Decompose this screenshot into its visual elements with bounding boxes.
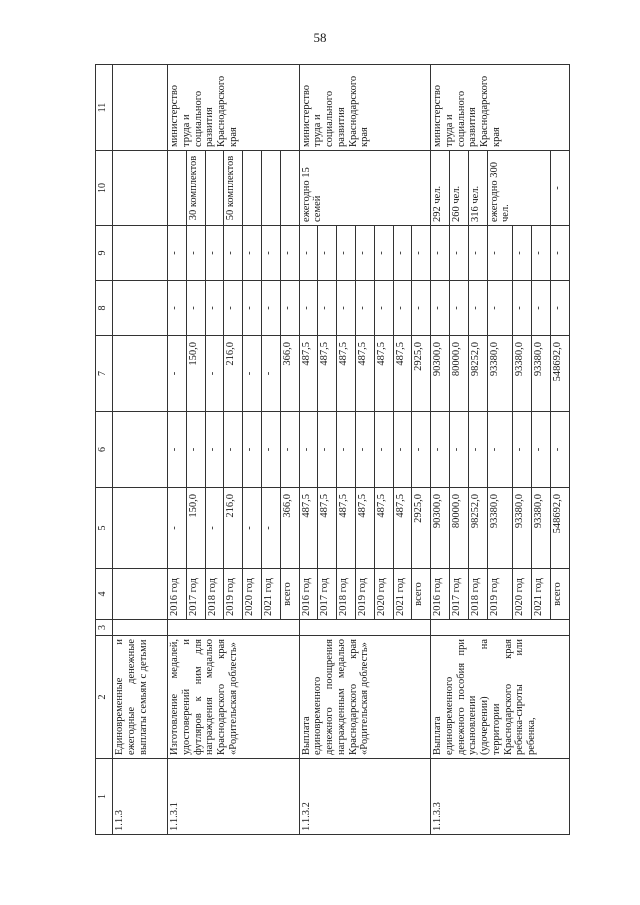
- amount-local: -: [412, 281, 431, 336]
- col-number-7: 7: [96, 336, 113, 412]
- amount-regional: 216,0: [224, 336, 243, 412]
- amount-local: -: [168, 281, 187, 336]
- result-cell: 316 чел.: [468, 151, 487, 226]
- amount-local: -: [532, 281, 551, 336]
- amount-total: 548692,0: [550, 488, 569, 569]
- amount-local: -: [468, 281, 487, 336]
- amount-federal: -: [337, 412, 356, 488]
- amount-federal: -: [205, 412, 224, 488]
- amount-other: -: [224, 226, 243, 281]
- amount-local: -: [355, 281, 374, 336]
- amount-federal: -: [261, 412, 280, 488]
- year-cell: 2016 год: [168, 569, 187, 620]
- executor-cell: министерство труда и социального развития Краснодарского края: [299, 65, 431, 151]
- year-cell: всего: [412, 569, 431, 620]
- amount-regional: 366,0: [280, 336, 299, 412]
- year-cell: 2020 год: [374, 569, 393, 620]
- year-cell: 2021 год: [261, 569, 280, 620]
- amount-regional: 93380,0: [487, 336, 513, 412]
- result-cell: 260 чел.: [449, 151, 468, 226]
- row-code: 1.1.3.1: [168, 759, 300, 835]
- section-code: 1.1.3: [113, 759, 168, 835]
- program-table: [95, 64, 570, 835]
- result-cell: 292 чел.: [431, 151, 450, 226]
- amount-regional: 487,5: [374, 336, 393, 412]
- amount-regional: 487,5: [393, 336, 412, 412]
- col-number-2: 2: [96, 636, 113, 759]
- amount-regional: 2925,0: [412, 336, 431, 412]
- amount-federal: -: [550, 412, 569, 488]
- result-cell: ежегодно 15 семей: [299, 151, 431, 226]
- amount-other: -: [393, 226, 412, 281]
- amount-total: 2925,0: [412, 488, 431, 569]
- amount-regional: -: [205, 336, 224, 412]
- amount-total: 487,5: [374, 488, 393, 569]
- amount-regional: 98252,0: [468, 336, 487, 412]
- amount-other: -: [550, 226, 569, 281]
- result-cell: [168, 151, 187, 226]
- col-number-4: 4: [96, 569, 113, 620]
- section-row-1-1-3: [113, 65, 168, 835]
- year-cell: 2021 год: [393, 569, 412, 620]
- rotated-table-wrapper: [95, 65, 570, 835]
- amount-federal: -: [168, 412, 187, 488]
- amount-local: -: [299, 281, 318, 336]
- amount-regional: 150,0: [186, 336, 205, 412]
- amount-other: -: [431, 226, 450, 281]
- col-number-8: 8: [96, 281, 113, 336]
- amount-regional: 487,5: [318, 336, 337, 412]
- year-cell: 2018 год: [337, 569, 356, 620]
- amount-federal: -: [532, 412, 551, 488]
- year-cell: всего: [280, 569, 299, 620]
- amount-regional: -: [243, 336, 262, 412]
- executor-cell: министерство труда и социального развития Краснодарского края: [431, 65, 570, 151]
- amount-total: 487,5: [355, 488, 374, 569]
- year-cell: 2019 год: [355, 569, 374, 620]
- year-cell: 2020 год: [243, 569, 262, 620]
- amount-total: 487,5: [299, 488, 318, 569]
- amount-other: -: [280, 226, 299, 281]
- amount-federal: -: [431, 412, 450, 488]
- col-number-5: 5: [96, 488, 113, 569]
- amount-federal: -: [412, 412, 431, 488]
- year-cell: 2017 год: [449, 569, 468, 620]
- amount-local: -: [243, 281, 262, 336]
- amount-federal: -: [186, 412, 205, 488]
- year-cell: 2018 год: [205, 569, 224, 620]
- amount-local: -: [261, 281, 280, 336]
- result-cell: [243, 151, 262, 226]
- amount-other: -: [355, 226, 374, 281]
- year-cell: 2016 год: [299, 569, 318, 620]
- result-cell: ежегодно 300 чел.: [487, 151, 550, 226]
- amount-federal: -: [299, 412, 318, 488]
- amount-federal: -: [374, 412, 393, 488]
- year-cell: 2019 год: [487, 569, 513, 620]
- amount-other: -: [532, 226, 551, 281]
- amount-regional: 487,5: [337, 336, 356, 412]
- amount-federal: -: [355, 412, 374, 488]
- amount-other: -: [261, 226, 280, 281]
- amount-other: -: [243, 226, 262, 281]
- year-cell: всего: [550, 569, 569, 620]
- amount-other: -: [412, 226, 431, 281]
- row-name: Выплата единовременного денежного пособия при усыновлении (удочерении) на территории Краснодарского края ребенка-сироты или ребенка,: [431, 636, 570, 759]
- amount-federal: -: [280, 412, 299, 488]
- amount-other: -: [487, 226, 513, 281]
- amount-federal: -: [393, 412, 412, 488]
- col-number-3: 3: [96, 620, 113, 636]
- amount-total: 90300,0: [431, 488, 450, 569]
- col-number-6: 6: [96, 412, 113, 488]
- year-cell: 2017 год: [186, 569, 205, 620]
- amount-federal: -: [468, 412, 487, 488]
- amount-local: -: [186, 281, 205, 336]
- year-cell: 2019 год: [224, 569, 243, 620]
- row-code: 1.1.3.3: [431, 759, 570, 835]
- row-name: Изготовление медалей, удостоверений и футляров к ним для награждения медалью Краснодарского края «Родительская доблесть»: [168, 636, 300, 759]
- amount-federal: -: [487, 412, 513, 488]
- year-cell: 2017 год: [318, 569, 337, 620]
- amount-local: -: [337, 281, 356, 336]
- amount-other: -: [186, 226, 205, 281]
- amount-regional: 548692,0: [550, 336, 569, 412]
- year-cell: 2020 год: [513, 569, 532, 620]
- amount-other: -: [513, 226, 532, 281]
- result-cell: [205, 151, 224, 226]
- amount-local: -: [449, 281, 468, 336]
- amount-regional: 487,5: [355, 336, 374, 412]
- column-number-row: [96, 65, 113, 835]
- col-number-10: 10: [96, 151, 113, 226]
- amount-local: -: [224, 281, 243, 336]
- table-row: [431, 65, 450, 835]
- col-number-11: 11: [96, 65, 113, 151]
- amount-total: 487,5: [337, 488, 356, 569]
- amount-local: -: [280, 281, 299, 336]
- amount-other: -: [337, 226, 356, 281]
- section-title: Единовременные и ежегодные денежные выплаты семьям с детьми: [113, 636, 168, 759]
- table-row: [168, 65, 187, 835]
- amount-regional: 80000,0: [449, 336, 468, 412]
- amount-federal: -: [513, 412, 532, 488]
- amount-regional: -: [261, 336, 280, 412]
- amount-total: 93380,0: [513, 488, 532, 569]
- amount-other: -: [205, 226, 224, 281]
- amount-local: -: [205, 281, 224, 336]
- amount-local: -: [318, 281, 337, 336]
- result-cell: -: [550, 151, 569, 226]
- amount-regional: 93380,0: [532, 336, 551, 412]
- amount-local: -: [487, 281, 513, 336]
- amount-total: 80000,0: [449, 488, 468, 569]
- amount-total: 93380,0: [532, 488, 551, 569]
- amount-other: -: [318, 226, 337, 281]
- amount-other: -: [449, 226, 468, 281]
- amount-total: 216,0: [224, 488, 243, 569]
- amount-regional: 487,5: [299, 336, 318, 412]
- amount-total: 366,0: [280, 488, 299, 569]
- year-cell: 2018 год: [468, 569, 487, 620]
- amount-other: -: [299, 226, 318, 281]
- amount-local: -: [431, 281, 450, 336]
- result-cell: 30 комплектов: [186, 151, 205, 226]
- amount-total: 487,5: [393, 488, 412, 569]
- col-number-9: 9: [96, 226, 113, 281]
- amount-federal: -: [224, 412, 243, 488]
- amount-total: 150,0: [186, 488, 205, 569]
- col-number-1: 1: [96, 759, 113, 835]
- amount-federal: -: [449, 412, 468, 488]
- row-code: 1.1.3.2: [299, 759, 431, 835]
- result-cell: 50 комплектов: [224, 151, 243, 226]
- amount-other: -: [374, 226, 393, 281]
- amount-total: -: [243, 488, 262, 569]
- executor-cell: министерство труда и социального развития Краснодарского края: [168, 65, 300, 151]
- amount-total: 98252,0: [468, 488, 487, 569]
- amount-total: 487,5: [318, 488, 337, 569]
- amount-regional: 90300,0: [431, 336, 450, 412]
- year-cell: 2016 год: [431, 569, 450, 620]
- amount-local: -: [513, 281, 532, 336]
- amount-other: -: [168, 226, 187, 281]
- amount-total: 93380,0: [487, 488, 513, 569]
- amount-federal: -: [318, 412, 337, 488]
- amount-local: -: [393, 281, 412, 336]
- amount-other: -: [468, 226, 487, 281]
- table-row: [299, 65, 318, 835]
- result-cell: [280, 151, 299, 226]
- result-cell: [261, 151, 280, 226]
- amount-total: -: [205, 488, 224, 569]
- amount-federal: -: [243, 412, 262, 488]
- amount-local: -: [374, 281, 393, 336]
- amount-total: -: [168, 488, 187, 569]
- amount-regional: -: [168, 336, 187, 412]
- amount-regional: 93380,0: [513, 336, 532, 412]
- year-cell: 2021 год: [532, 569, 551, 620]
- row-name: Выплата единовременного денежного поощрения награжденным медалью Краснодарского края «Родительская доблесть»: [299, 636, 431, 759]
- page-number: 58: [313, 30, 327, 45]
- amount-total: -: [261, 488, 280, 569]
- amount-local: -: [550, 281, 569, 336]
